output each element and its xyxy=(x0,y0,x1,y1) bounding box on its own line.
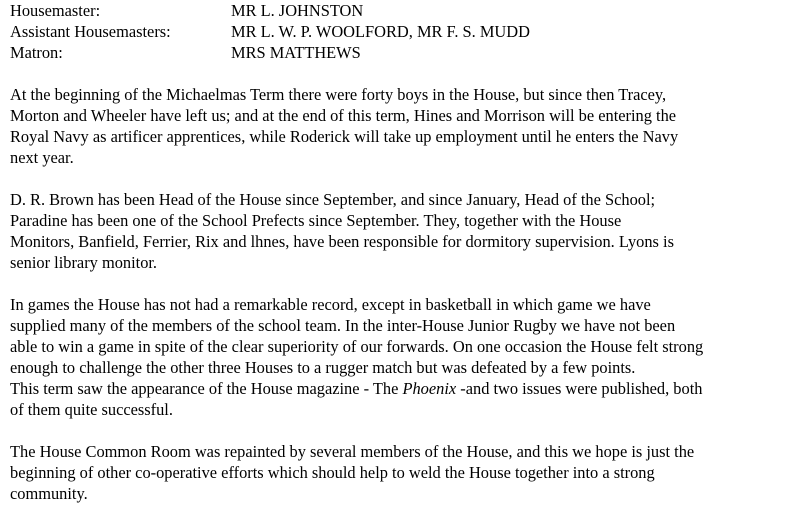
text-line: beginning of other co-operative efforts which should help to weld the House together into a strong xyxy=(10,463,655,482)
staff-row-assistant-housemasters xyxy=(10,21,795,42)
staff-role: Assistant Housemasters: xyxy=(10,22,171,41)
document xyxy=(10,0,795,504)
text-line: Monitors, Banfield, Ferrier, Rix and lhnes, have been responsible for dormitory supervision. Lyons is xyxy=(10,232,674,251)
text-line: Paradine has been one of the School Prefects since September. They, together with the House xyxy=(10,211,622,230)
magazine-title: Phoenix xyxy=(402,379,457,398)
staff-role: Matron: xyxy=(10,43,63,62)
text-line: In games the House has not had a remarkable record, except in basketball in which game we have xyxy=(10,295,651,314)
text-line: Morton and Wheeler have left us; and at the end of this term, Hines and Morrison will be entering the xyxy=(10,106,677,125)
magazine-text-after: -and two issues were published, both xyxy=(456,379,703,398)
paragraph-common-room xyxy=(10,441,795,504)
staff-list xyxy=(10,0,795,63)
staff-name: MRS MATTHEWS xyxy=(231,43,361,62)
text-line xyxy=(10,378,795,399)
text-line: supplied many of the members of the school team. In the inter-House Junior Rugby we have not been xyxy=(10,316,676,335)
text-line: Royal Navy as artificer apprentices, while Roderick will take up employment until he enters the Navy xyxy=(10,127,679,146)
staff-name: MR L. JOHNSTON xyxy=(231,1,364,20)
text-line: D. R. Brown has been Head of the House since September, and since January, Head of the School; xyxy=(10,190,656,209)
magazine-text-before: This term saw the appearance of the House magazine - The xyxy=(10,379,403,398)
paragraph-prefects xyxy=(10,189,795,273)
staff-role: Housemaster: xyxy=(10,1,101,20)
staff-row-matron xyxy=(10,42,795,63)
text-line: of them quite successful. xyxy=(10,400,173,419)
text-line: community. xyxy=(10,484,88,503)
text-line: enough to challenge the other three Houses to a rugger match but was defeated by a few points. xyxy=(10,358,636,377)
staff-row-housemaster xyxy=(10,0,795,21)
text-line: At the beginning of the Michaelmas Term there were forty boys in the House, but since then Tracey, xyxy=(10,85,667,104)
text-line: senior library monitor. xyxy=(10,253,158,272)
paragraph-membership xyxy=(10,84,795,168)
staff-name: MR L. W. P. WOOLFORD, MR F. S. MUDD xyxy=(231,22,530,41)
paragraph-games xyxy=(10,294,795,378)
text-line: able to win a game in spite of the clear superiority of our forwards. On one occasion the House felt strong xyxy=(10,337,704,356)
text-line: next year. xyxy=(10,148,74,167)
text-line: The House Common Room was repainted by several members of the House, and this we hope is just the xyxy=(10,442,695,461)
paragraph-magazine xyxy=(10,378,795,420)
